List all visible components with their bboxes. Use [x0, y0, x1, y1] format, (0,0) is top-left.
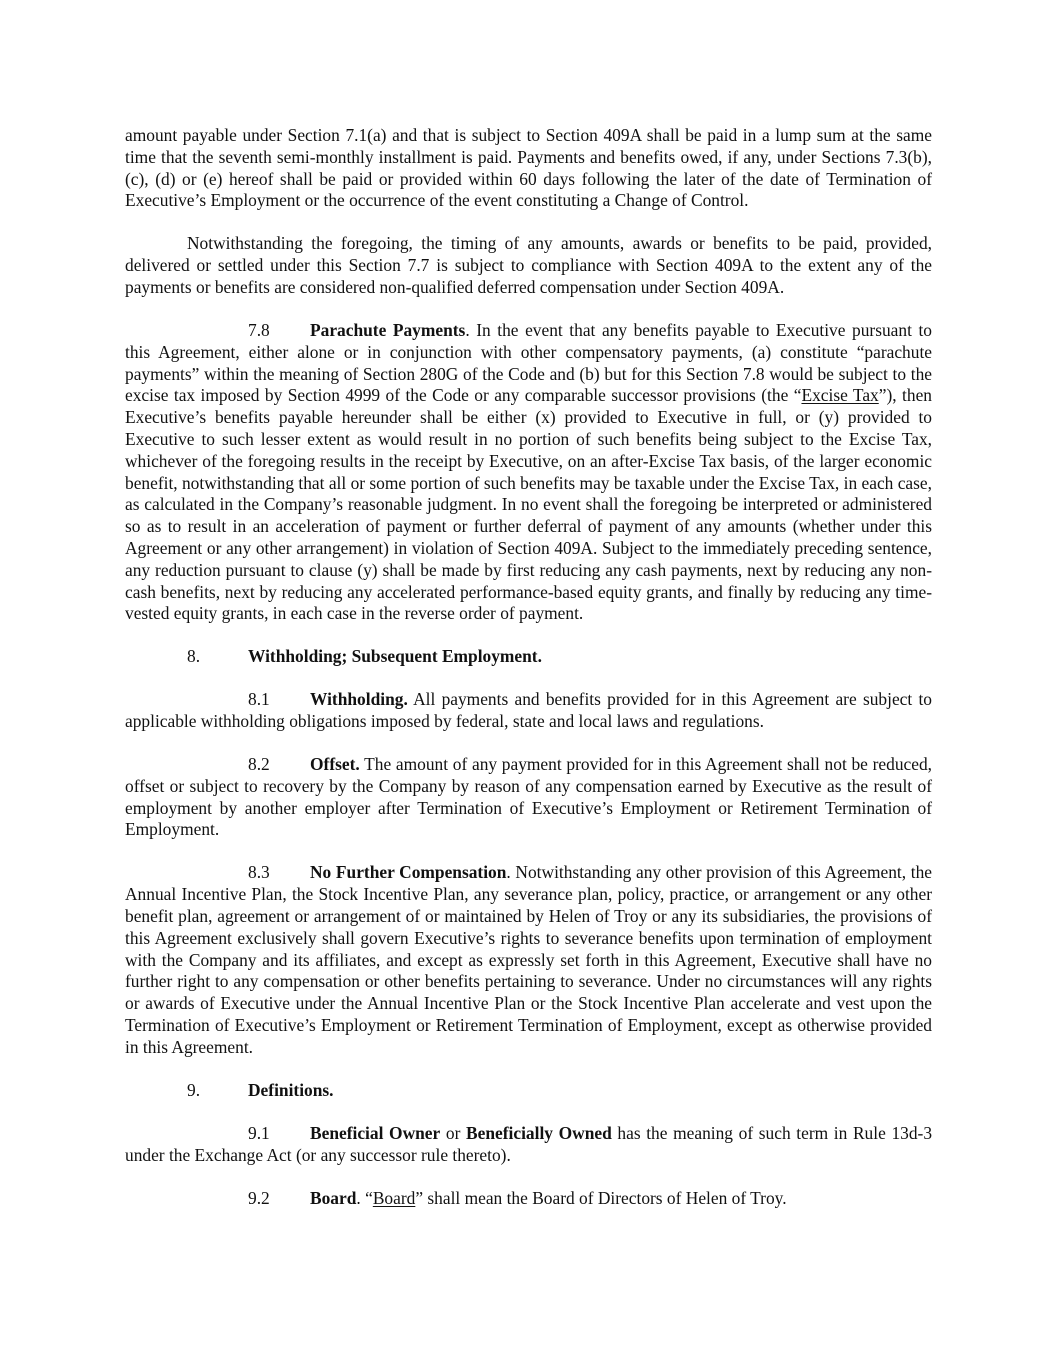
section-text: or [440, 1122, 467, 1143]
section-8-2 [125, 754, 932, 841]
section-number: 7.8 [248, 319, 270, 340]
defined-term: Excise Tax [801, 385, 879, 406]
section-title: Board [310, 1187, 357, 1208]
section-9-1 [125, 1123, 932, 1167]
section-title: Withholding; Subsequent Employment. [248, 646, 542, 667]
section-number: 8.2 [248, 754, 270, 775]
section-title: No Further Compensation [310, 862, 507, 883]
section-text: The amount of any payment provided for in this Agreement shall not be reduced, offset or subject to recovery by the Company by reason of any compensation earned by Executive as the result of employment by another employer after Termination of Executive’s Employment or Retirement Termination of Employment. [125, 754, 932, 840]
section-9-heading [125, 1080, 932, 1102]
section-number: 8.1 [248, 689, 270, 710]
paragraph-continuation: amount payable under Section 7.1(a) and that is subject to Section 409A shall be paid in a lump sum at the same time that the seventh semi-monthly installment is paid. Payments and benefits owed, if any, under Sections 7.3(b), (c), (d) or (e) hereof shall be paid or provided within 60 days following the later of the date of Termination of Executive’s Employment or the occurrence of the event constituting a Change of Control. [125, 125, 932, 211]
section-title: Definitions. [248, 1079, 334, 1100]
section-text: ” shall mean the Board of Directors of Helen of Troy. [415, 1187, 787, 1208]
section-text: ”), then Executive’s benefits payable hereunder shall be either (x) provided to Executive in full, or (y) provided to Executive to such lesser extent as would result in no portion of such benefits being subject to the Excise Tax, whichever of the foregoing results in the receipt by Executive, on an after-Excise Tax basis, of the larger economic benefit, notwithstanding that all or some portion of such benefits may be taxable under the Excise Tax, in each case, as calculated in the Company’s reasonable judgment. In no event shall the foregoing be interpreted or administered so as to result in an acceleration of payment or further deferral of payment of any amounts (whether under this Agreement or any other arrangement) in violation of Section 409A. Subject to the immediately preceding sentence, any reduction pursuant to clause (y) shall be made by first reducing any cash payments, next by reducing any non-cash benefits, next by reducing any accelerated performance-based equity grants, and finally by reducing any time-vested equity grants, in each case in the reverse order of payment. [125, 385, 932, 624]
section-text: . Notwithstanding any other provision of this Agreement, the Annual Incentive Plan, the Stock Incentive Plan, any severance plan, policy, practice, or arrangement or any other benefit plan, agreement or arrangement of or maintained by Helen of Troy or any its subsidiaries, the provisions of this Agreement exclusively shall govern Executive’s rights to severance benefits upon termination of employment with the Company and its affiliates, and except as expressly set forth in this Agreement, Executive shall have no further right to any compensation or other benefits pertaining to severance. Under no circumstances will any rights or awards of Executive under the Annual Incentive Plan or the Stock Incentive Plan accelerate and vest upon the Termination of Executive’s Employment or Retirement Termination of Employment, except as otherwise provided in this Agreement. [125, 862, 932, 1057]
section-text: . In the event that any benefits payable to Executive pursuant to this Agreement, either alone or in conjunction with other compensatory payments, (a) constitute “parachute payments” within the meaning of Section 280G of the Code and (b) but for this Section 7.8 would be subject to the excise tax imposed by Section 4999 of the Code or any comparable successor provisions (the “ [125, 319, 932, 406]
section-8-1 [125, 689, 932, 733]
section-number: 8. [187, 646, 201, 667]
section-8-3 [125, 862, 932, 1058]
defined-term-beneficial-owner: Beneficial Owner [310, 1122, 441, 1143]
section-text: All payments and benefits provided for in this Agreement are subject to applicable withholding obligations imposed by federal, state and local laws and regulations. [125, 689, 932, 732]
section-9-2 [125, 1188, 932, 1210]
section-title: Offset. [310, 754, 360, 775]
section-title: Withholding. [310, 689, 408, 710]
section-8-heading [125, 646, 932, 668]
section-number: 9.2 [248, 1187, 270, 1208]
defined-term-beneficially-owned: Beneficially Owned [466, 1122, 612, 1143]
paragraph-notwithstanding: Notwithstanding the foregoing, the timing of any amounts, awards or benefits to be paid, provided, delivered or settled under this Section 7.7 is subject to compliance with Section 409A to the extent any of the payments or benefits are considered non-qualified deferred compensation under Section 409A. [125, 233, 932, 297]
section-7-8 [125, 320, 932, 625]
section-number: 8.3 [248, 862, 270, 883]
section-text: has the meaning of such term in Rule 13d-3 under the Exchange Act (or any successor rule thereto). [125, 1122, 933, 1165]
section-text: . “ [356, 1187, 373, 1208]
document-page [125, 125, 932, 1231]
section-number: 9.1 [248, 1122, 270, 1143]
section-number: 9. [187, 1079, 201, 1100]
section-title: Parachute Payments [310, 319, 466, 340]
defined-term: Board [372, 1187, 416, 1208]
